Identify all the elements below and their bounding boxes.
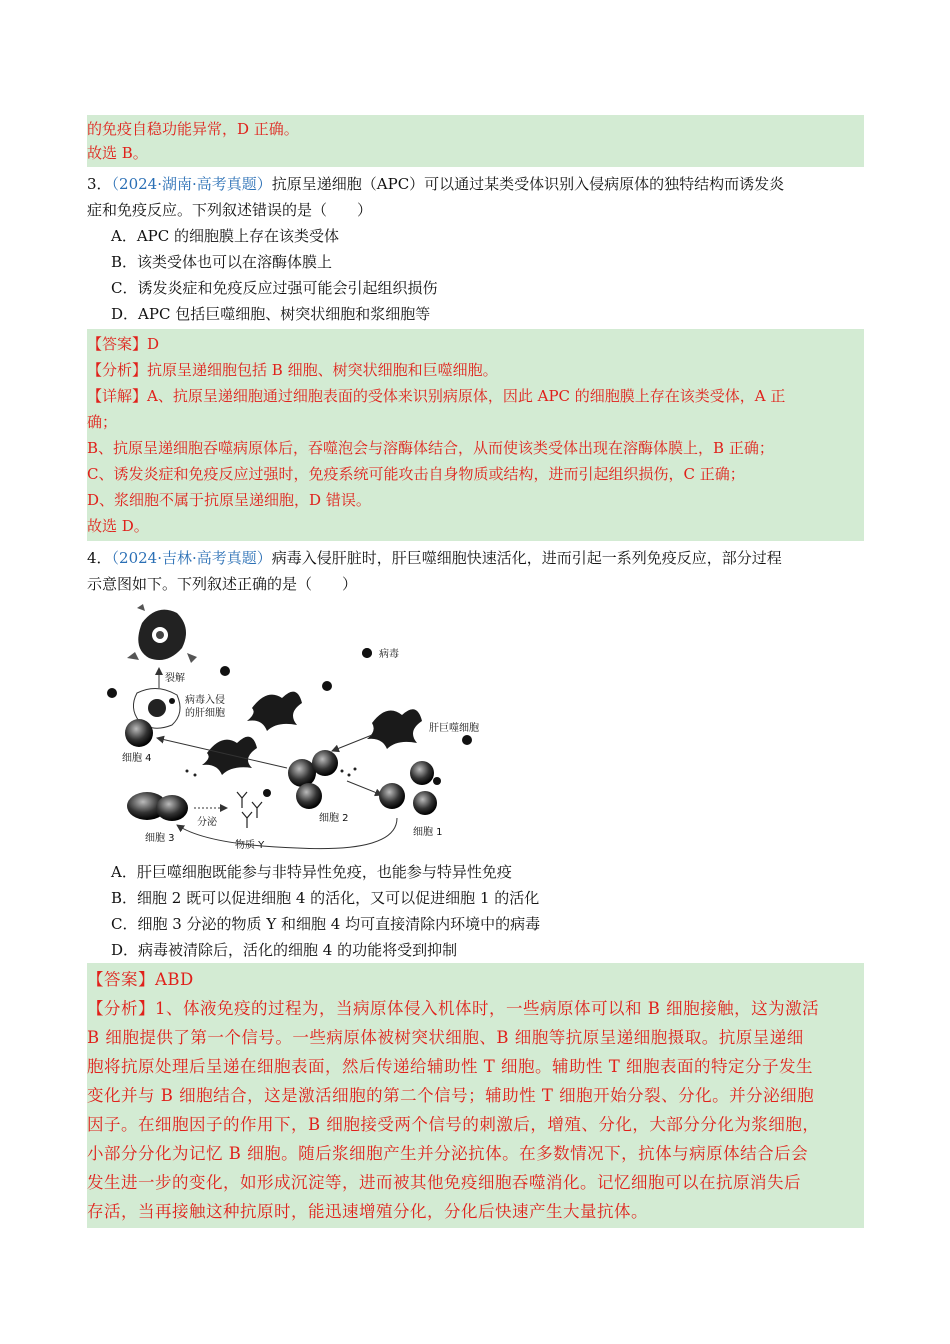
answer-value: ABD	[155, 970, 194, 989]
analysis-line-8: 存活，当再接触这种抗原时，能迅速增殖分化，分化后快速产生大量抗体。	[87, 1202, 648, 1221]
label-cell4: 细胞 4	[122, 753, 152, 764]
lysed-cell-icon	[127, 604, 197, 663]
label-infected-1: 病毒入侵	[185, 695, 225, 706]
analysis-line-6: 小部分分化为记忆 B 细胞。随后浆细胞产生并分泌抗体。在多数情况下，抗体与病原体结合后会	[87, 1144, 809, 1163]
question-4-option-a: A．肝巨噬细胞既能参与非特异性免疫，也能参与特异性免疫	[111, 863, 512, 881]
label-cell1: 细胞 1	[413, 827, 443, 838]
question-3-option-b: B．该类受体也可以在溶酶体膜上	[111, 253, 333, 271]
detail-label: 【详解】	[87, 387, 148, 405]
question-3-answer	[87, 331, 864, 357]
question-3-option-a: A．APC 的细胞膜上存在该类受体	[111, 227, 340, 245]
question-3-stem	[87, 171, 864, 223]
question-4-stem-line1: 病毒入侵肝脏时，肝巨噬细胞快速活化，进而引起一系列免疫反应，部分过程	[271, 549, 782, 567]
question-4-number: 4．	[87, 549, 112, 567]
kupffer-cell-icon	[367, 709, 422, 749]
document-page	[87, 115, 864, 1228]
question-3-detail-c: C、诱发炎症和免疫反应过强时，免疫系统可能攻击自身物质或结构，进而引起组织损伤，C 正确；	[87, 465, 745, 483]
label-substance-y: 物质 Y	[235, 840, 265, 851]
previous-analysis-line: 的免疫自稳功能异常，D 正确。	[87, 120, 299, 138]
analysis-label: 【分析】	[87, 361, 148, 379]
label-cell2: 细胞 2	[319, 813, 349, 824]
question-4-option-d: D．病毒被清除后，活化的细胞 4 的功能将受到抑制	[111, 941, 458, 959]
analysis-line-3: 胞将抗原处理后呈递在细胞表面，然后传递给辅助性 T 细胞。辅助性 T 细胞表面的特定分子发生	[87, 1057, 813, 1076]
detail-a-line1: A、抗原呈递细胞通过细胞表面的受体来识别病原体，因此 APC 的细胞膜上存在该类受体，A 正	[147, 387, 786, 405]
question-3-conclusion: 故选 D。	[87, 517, 149, 535]
question-3-analysis	[87, 357, 864, 383]
analysis-line-4: 变化并与 B 细胞结合，这是激活细胞的第二个信号；辅助性 T 细胞开始分裂、分化。并分泌细胞	[87, 1086, 815, 1105]
question-4-option-c: C．细胞 3 分泌的物质 Y 和细胞 4 均可直接清除内环境中的病毒	[111, 915, 541, 933]
analysis-line-5: 因子。在细胞因子的作用下，B 细胞接受两个信号的刺激后，增殖、分化，大部分分化为浆细胞，	[87, 1115, 820, 1134]
previous-conclusion: 故选 B。	[87, 144, 148, 162]
question-4-stem	[87, 545, 864, 597]
question-4-answer-block	[87, 963, 864, 1228]
analysis-line-1: 1、体液免疫的过程为，当病原体侵入机体时，一些病原体可以和 B 细胞接触，这为激活	[155, 999, 820, 1018]
analysis-label: 【分析】	[87, 999, 155, 1018]
cell-4-icon	[125, 719, 153, 747]
label-cell3: 细胞 3	[145, 833, 175, 844]
answer-value: D	[147, 335, 160, 353]
detail-a-line2: 确；	[87, 413, 118, 431]
analysis-text: 抗原呈递细胞包括 B 细胞、树突状细胞和巨噬细胞。	[147, 361, 498, 379]
macrophage-icon-top	[247, 692, 302, 731]
macrophage-icon-left	[202, 737, 257, 775]
virus-legend-icon	[362, 648, 372, 658]
question-4-option-b: B．细胞 2 既可以促进细胞 4 的活化，又可以促进细胞 1 的活化	[111, 889, 540, 907]
question-4-stem-line2: 示意图如下。下列叙述正确的是（ ）	[87, 575, 358, 593]
question-3-detail-d: D、浆细胞不属于抗原呈递细胞，D 错误。	[87, 491, 371, 509]
question-3-detail-b: B、抗原呈递细胞吞噬病原体后，吞噬泡会与溶酶体结合，从而使该类受体出现在溶酶体膜上，B 正确；	[87, 439, 774, 457]
immune-response-figure	[97, 603, 497, 853]
answer-label: 【答案】	[87, 970, 155, 989]
question-3-detail-a	[87, 383, 864, 435]
antibody-icons	[237, 792, 262, 828]
cell-1-icon	[379, 761, 437, 815]
label-infected-2: 的肝细胞	[185, 708, 225, 719]
question-3-number: 3．	[87, 175, 112, 193]
label-lysis: 裂解	[165, 673, 185, 684]
question-4-source: （2024·吉林·高考真题）	[111, 549, 272, 567]
question-3-stem-line1: 抗原呈递细胞（APC）可以通过某类受体识别入侵病原体的独特结构而诱发炎	[271, 175, 785, 193]
previous-answer-block	[87, 115, 864, 167]
question-3	[87, 171, 864, 327]
question-3-stem-line2: 症和免疫反应。下列叙述错误的是（ ）	[87, 201, 373, 219]
answer-label: 【答案】	[87, 335, 148, 353]
question-4-answer	[87, 965, 864, 994]
question-4-analysis	[87, 994, 864, 1226]
analysis-line-7: 发生进一步的变化，如形成沉淀等，进而被其他免疫细胞吞噬消化。记忆细胞可以在抗原消失后	[87, 1173, 801, 1192]
label-virus: 病毒	[379, 649, 399, 660]
analysis-line-2: B 细胞提供了第一个信号。一些病原体被树突状细胞、B 细胞等抗原呈递细胞摄取。抗原呈递细	[87, 1028, 804, 1047]
cell-2-icon	[288, 750, 338, 809]
label-kupffer: 肝巨噬细胞	[429, 723, 479, 734]
cell-3-icon	[127, 792, 188, 821]
question-3-answer-block	[87, 329, 864, 541]
question-3-source: （2024·湖南·高考真题）	[111, 175, 272, 193]
question-4	[87, 545, 864, 963]
question-3-option-c: C．诱发炎症和免疫反应过强可能会引起组织损伤	[111, 279, 438, 297]
question-3-option-d: D．APC 包括巨噬细胞、树突状细胞和浆细胞等	[111, 305, 431, 323]
label-secrete: 分泌	[197, 817, 217, 828]
immune-diagram	[97, 603, 497, 853]
